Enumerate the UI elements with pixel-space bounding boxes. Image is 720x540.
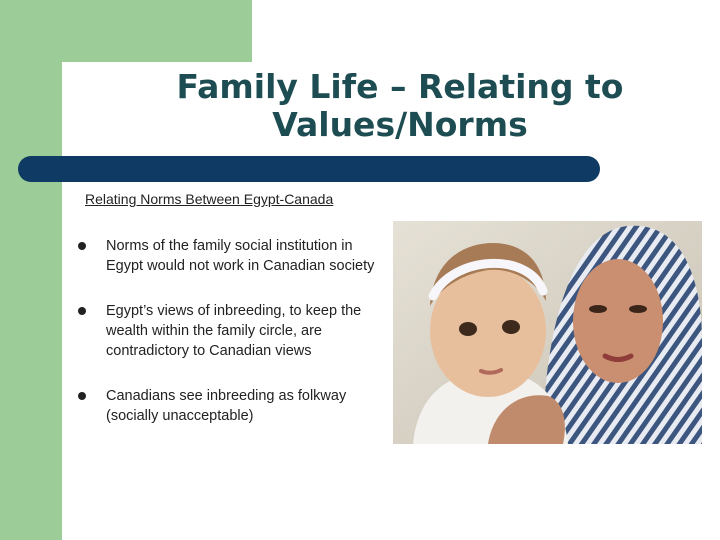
bullet-list (78, 236, 378, 451)
bullet-text: Norms of the family social institution in Egypt would not work in Canadian society (106, 238, 375, 274)
slide-title: Family Life – Relating to Values/Norms (176, 67, 624, 144)
bullet-dot-icon (78, 307, 86, 315)
title-underline-bar (18, 156, 600, 182)
bullet-text: Egypt’s views of inbreeding, to keep the wealth within the family circle, are contradictory to Canadian views (106, 303, 362, 359)
green-side-strip (0, 0, 62, 540)
bullet-item (78, 301, 378, 361)
bullet-item (78, 236, 378, 276)
bullet-item (78, 386, 378, 426)
bullet-dot-icon (78, 242, 86, 250)
mother-and-child-photo (393, 221, 702, 444)
bullet-text: Canadians see inbreeding as folkway (socially unacceptable) (106, 388, 347, 424)
slide-subtitle: Relating Norms Between Egypt-Canada (85, 191, 334, 207)
bullet-dot-icon (78, 392, 86, 400)
